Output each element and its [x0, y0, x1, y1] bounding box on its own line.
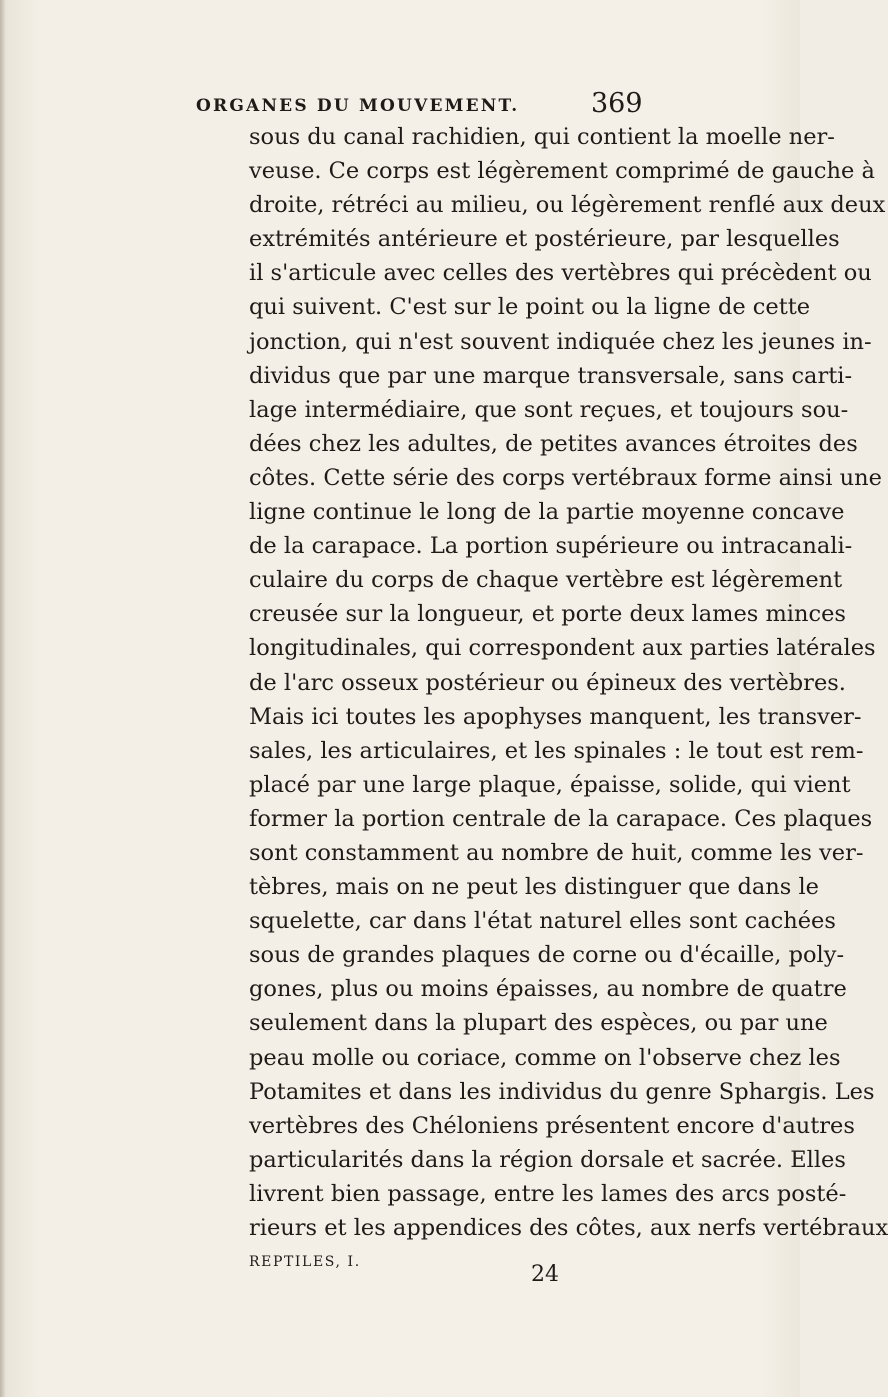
text-line: ligne continue le long de la partie moyenne concave [249, 499, 845, 526]
text-line: sales, les articulaires, et les spinales : le tout est rem- [249, 737, 864, 764]
text-line: lage intermédiaire, que sont reçues, et toujours sou- [249, 396, 849, 423]
text-line: peau molle ou coriace, comme on l'observe chez les [249, 1044, 841, 1071]
text-line: jonction, qui n'est souvent indiquée chez les jeunes in- [249, 328, 872, 355]
text-line: vertèbres des Chéloniens présentent encore d'autres [249, 1112, 855, 1139]
text-line: de l'arc osseux postérieur ou épineux des vertèbres. [249, 669, 846, 696]
text-line: particularités dans la région dorsale et sacrée. Elles [249, 1146, 846, 1173]
text-line: rieurs et les appendices des côtes, aux nerfs vertébraux [249, 1215, 888, 1241]
text-line: dées chez les adultes, de petites avances étroites des [249, 430, 858, 457]
text-line: extrémités antérieure et postérieure, par lesquelles [249, 226, 840, 253]
text-line: creusée sur la longueur, et porte deux lames minces [249, 601, 846, 628]
page-number: 369 [591, 88, 643, 119]
text-line: placé par une large plaque, épaisse, solide, qui vient [249, 771, 851, 798]
text-line: tèbres, mais on ne peut les distinguer que dans le [249, 874, 819, 901]
running-head-title: ORGANES DU MOUVEMENT. [196, 96, 520, 116]
text-line: côtes. Cette série des corps vertébraux forme ainsi une [249, 464, 882, 491]
text-line: Mais ici toutes les apophyses manquent, les transver- [249, 703, 862, 730]
text-line: sont constamment au nombre de huit, comme les ver- [249, 839, 864, 866]
text-line: dividus que par une marque transversale, sans carti- [249, 362, 853, 389]
signature-mark: REPTILES, I. [249, 1254, 361, 1270]
text-line: seulement dans la plupart des espèces, ou par une [249, 1010, 828, 1037]
sheet-number: 24 [531, 1262, 559, 1287]
text-line: sous du canal rachidien, qui contient la moelle ner- [249, 124, 835, 150]
body-text [249, 120, 888, 1245]
page-gutter-shadow [0, 0, 6, 1397]
text-line: Potamites et dans les individus du genre Sphargis. Les [249, 1078, 875, 1105]
text-line: il s'articule avec celles des vertèbres qui précèdent ou [249, 260, 872, 287]
text-line: squelette, car dans l'état naturel elles sont cachées [249, 908, 836, 935]
text-line: sous de grandes plaques de corne ou d'écaille, poly- [249, 942, 845, 969]
text-line: de la carapace. La portion supérieure ou intracanali- [249, 533, 853, 560]
text-line: veuse. Ce corps est légèrement comprimé de gauche à [249, 158, 875, 185]
text-line: gones, plus ou moins épaisses, au nombre de quatre [249, 976, 847, 1003]
text-line: qui suivent. C'est sur le point ou la ligne de cette [249, 294, 811, 321]
text-line: livrent bien passage, entre les lames des arcs posté- [249, 1180, 847, 1207]
text-line: culaire du corps de chaque vertèbre est légèrement [249, 567, 843, 594]
text-line: droite, rétréci au milieu, ou légèrement renflé aux deux [249, 192, 886, 219]
page-footer [249, 1254, 743, 1294]
text-line: former la portion centrale de la carapace. Ces plaques [249, 805, 873, 832]
text-line: longitudinales, qui correspondent aux parties latérales [249, 635, 876, 662]
